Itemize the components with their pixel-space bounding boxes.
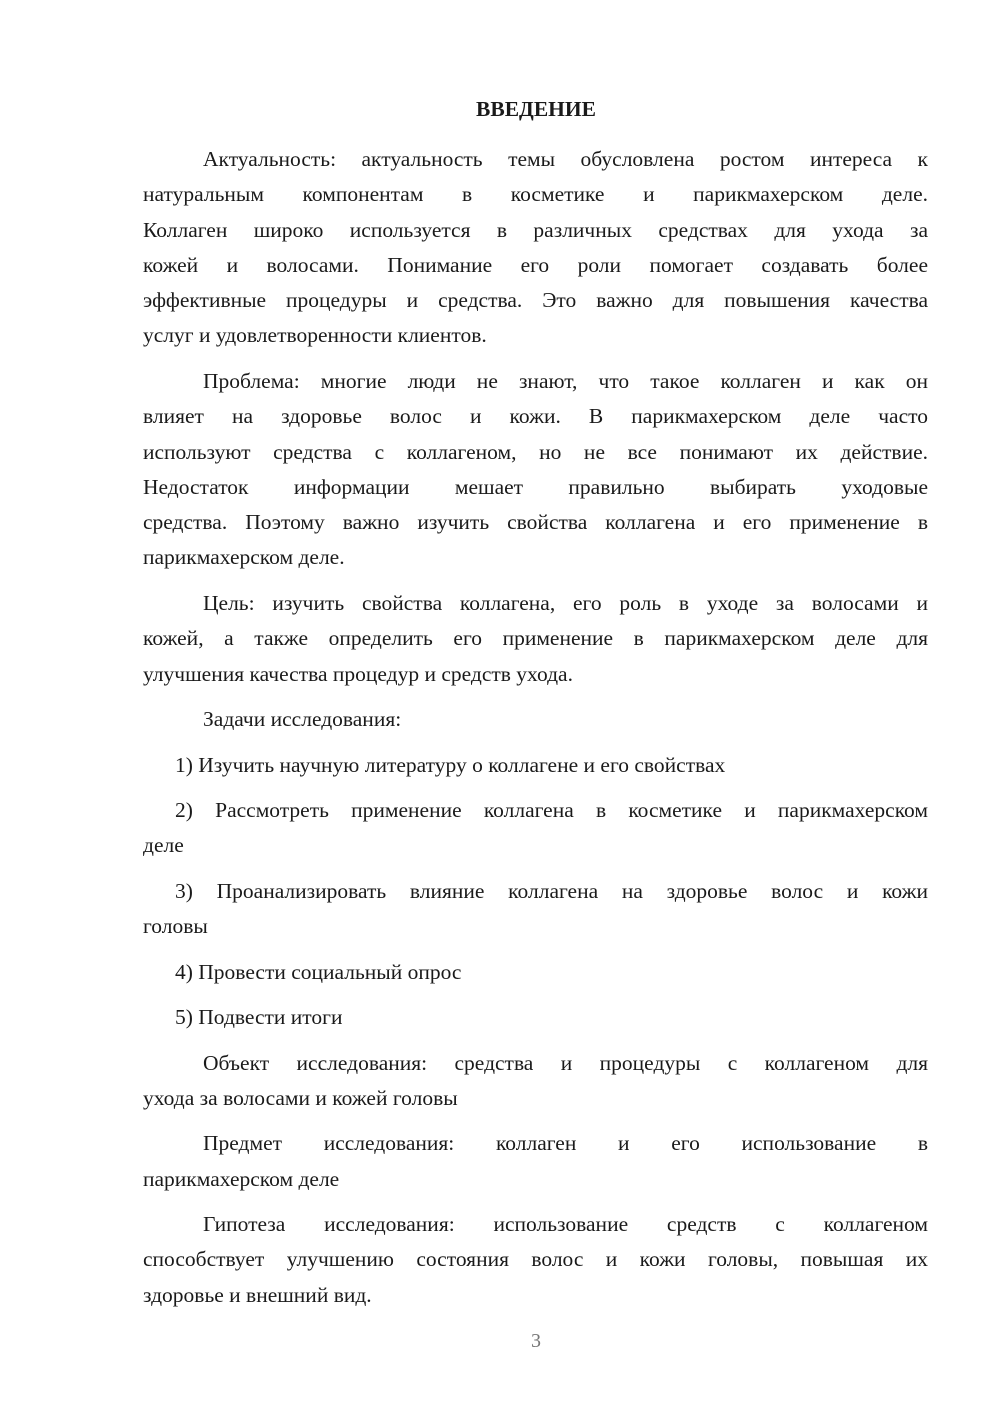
text-line: Гипотеза исследования: использование средств с коллагеном xyxy=(203,1212,928,1237)
text-line: улучшения качества процедур и средств ухода. xyxy=(143,661,573,686)
paragraph xyxy=(143,702,928,737)
list-item xyxy=(143,955,928,990)
document-body xyxy=(143,142,928,1323)
text-line: услуг и удовлетворенности клиентов. xyxy=(143,323,487,348)
text-line: головы xyxy=(143,914,208,939)
text-line: кожей и волосами. Понимание его роли помогает создавать более xyxy=(143,252,928,277)
text-line: Коллаген широко используется в различных средствах для ухода за xyxy=(143,217,928,242)
text-line: влияет на здоровье волос и кожи. В парикмахерском деле часто xyxy=(143,404,928,429)
text-line: натуральным компонентам в косметике и парикмахерском деле. xyxy=(143,182,928,207)
text-line: эффективные процедуры и средства. Это важно для повышения качества xyxy=(143,288,928,313)
paragraph xyxy=(143,1126,928,1197)
text-line: 2) Рассмотреть применение коллагена в косметике и парикмахерском xyxy=(175,797,928,822)
text-line: 1) Изучить научную литературу о коллагене и его свойствах xyxy=(175,752,726,777)
text-line: Проблема: многие люди не знают, что такое коллаген и как он xyxy=(203,368,928,393)
paragraph xyxy=(143,142,928,354)
text-line: парикмахерском деле xyxy=(143,1166,340,1191)
text-line: парикмахерском деле. xyxy=(143,545,345,570)
text-line: Задачи исследования: xyxy=(203,707,402,732)
list-item xyxy=(143,793,928,864)
paragraph xyxy=(143,364,928,576)
page-number: 3 xyxy=(531,1330,541,1352)
paragraph xyxy=(143,1207,928,1313)
text-line: 3) Проанализировать влияние коллагена на здоровье волос и кожи xyxy=(175,878,928,903)
paragraph xyxy=(143,586,928,692)
text-line: используют средства с коллагеном, но не все понимают их действие. xyxy=(143,439,928,464)
text-line: Актуальность: актуальность темы обусловлена ростом интереса к xyxy=(203,147,928,171)
list-item xyxy=(143,748,928,783)
text-line: средства. Поэтому важно изучить свойства коллагена и его применение в xyxy=(143,510,928,535)
text-line: Недостаток информации мешает правильно выбирать уходовые xyxy=(143,474,928,499)
text-line: способствует улучшению состояния волос и кожи головы, повышая их xyxy=(143,1247,928,1272)
paragraph xyxy=(143,1046,928,1117)
section-title: ВВЕДЕНИЕ xyxy=(476,97,596,121)
list-item xyxy=(143,874,928,945)
text-line: деле xyxy=(143,833,184,858)
text-line: ухода за волосами и кожей головы xyxy=(143,1085,458,1110)
text-line: здоровье и внешний вид. xyxy=(143,1282,372,1307)
text-line: Предмет исследования: коллаген и его использование в xyxy=(203,1131,928,1156)
text-line: Объект исследования: средства и процедуры с коллагеном для xyxy=(203,1050,928,1075)
text-line: Цель: изучить свойства коллагена, его роль в уходе за волосами и xyxy=(203,590,928,615)
text-line: 5) Подвести итоги xyxy=(175,1005,343,1030)
text-line: 4) Провести социальный опрос xyxy=(175,959,462,984)
text-line: кожей, а также определить его применение в парикмахерском деле для xyxy=(143,626,928,651)
list-item xyxy=(143,1000,928,1035)
